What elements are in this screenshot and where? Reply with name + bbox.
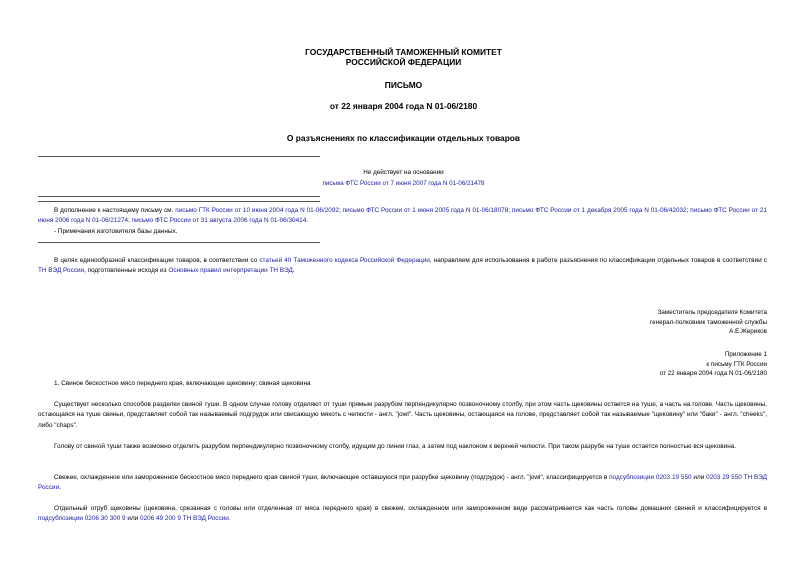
note-link[interactable]: письмо ФТС России от 31 августа 2006 года N 01-06/30414	[131, 217, 307, 225]
signature-position: Заместитель председателя Комитета	[657, 309, 767, 316]
org-name-line2: РОССИЙСКОЙ ФЕДЕРАЦИИ	[345, 57, 462, 67]
doc-title: О разъяснениях по классификации отдельных товаров	[286, 133, 521, 143]
paragraph-text: Отдельный отруб щековины (щековина, срезанная с головы или отделенная от мяса переднего края) в свежем, охлажденном или замороженном виде рассматривается как часть головы домашних свиней и классифицируется в	[54, 505, 767, 512]
intro-text: В целях единообразной классификации товаров, в соответствии со	[54, 257, 260, 264]
divider	[38, 242, 320, 243]
appendix-title: Приложение 1	[724, 351, 767, 358]
note-separator: ;	[686, 207, 691, 214]
item-heading: 1. Свиное бескостное мясо переднего края, включающее щековину; свиная щековина	[54, 380, 311, 387]
appendix-ref: к письму ГТК России	[706, 360, 767, 368]
doc-date-number: от 22 января 2004 года N 01-06/2180	[329, 101, 478, 111]
intro-link-customs-code[interactable]: статьей 40 Таможенного кодекса Российской Федерации	[259, 257, 430, 264]
note-link[interactable]: письмо ФТС России от 1 июня 2005 года N 01-06/18078	[342, 207, 509, 214]
subheading-link[interactable]: подсубпозиции 0206 30 300 9	[38, 515, 126, 523]
appendix-date: от 22 января 2004 года N 01-06/2180	[659, 370, 767, 378]
signature-block	[650, 308, 767, 337]
intro-text: , направляем для использования в работе разъяснения по классификации отдельных товаров в соответствии с	[429, 257, 767, 264]
paragraph-3	[38, 473, 767, 494]
note-prefix: В дополнение к настоящему письму см.	[54, 207, 174, 214]
signature-rank: генерал-полковник таможенной службы	[649, 318, 767, 326]
note-separator: ;	[128, 217, 132, 225]
note-link[interactable]: письмо ГТК России от 10 июня 2004 года N 01-06/2092	[175, 207, 339, 214]
appendix-block	[660, 350, 767, 379]
note-link[interactable]: письмо ФТС России от 21 июня 2006 года N 01-06/21274	[38, 207, 767, 225]
intro-paragraph	[38, 256, 767, 277]
paragraph-text: или	[691, 474, 707, 481]
paragraph-1: Существует несколько способов разделки свиной туши. В одном случае голову отделяют от туши прямым разрубом перпендикулярно позвоночному столбу, при этом часть щековины остается на туше, а часть на голове. Часть щековины, остающаяся на туше свиньи, представляет собой так называемый подгрудок или свисающую мякоть с челюсти - англ. "jowl". Часть щековины, остающаяся на голове, представляет собой так называемые "щековину" или "баки" - англ. "cheeks", либо "chaps".	[38, 401, 767, 429]
subheading-link[interactable]: подсубпозиции 0203 19 550	[609, 474, 692, 481]
paragraph-text: Свежее, охлажденное или замороженное бескостное мясо переднего края свиной туши, включающее оставшуюся при разрубке щековину (подгрудок) - англ. "jowl", классифицируется в	[54, 474, 610, 481]
status-text: Не действует на основании	[363, 169, 444, 176]
subheading-link[interactable]: 0203 29 550 ТН ВЭД России	[38, 474, 767, 492]
divider	[38, 201, 320, 202]
paragraph-text: или	[125, 515, 141, 523]
note-link[interactable]: письмо ФТС России от 1 декабря 2005 года N 01-06/42032	[511, 207, 687, 214]
divider	[38, 156, 320, 157]
intro-link-tnved[interactable]: ТН ВЭД России	[38, 267, 85, 275]
org-name-line1: ГОСУДАРСТВЕННЫЙ ТАМОЖЕННЫЙ КОМИТЕТ	[305, 47, 502, 57]
intro-text: .	[292, 267, 295, 275]
note-separator: ;	[508, 207, 512, 214]
note-separator: ;	[338, 207, 343, 214]
intro-link-rules[interactable]: Основных правил интерпретации ТН ВЭД	[168, 267, 293, 275]
editor-note	[38, 206, 767, 237]
note-remark: - Примечания изготовителя базы данных.	[54, 227, 178, 235]
status-link[interactable]: письма ФТС России от 7 июня 2007 года N 01-06/21478	[322, 180, 485, 187]
paragraph-text: .	[228, 515, 231, 523]
subheading-link[interactable]: 0206 49 200 9 ТН ВЭД России	[140, 515, 229, 523]
paragraph-2: Голову от свиной туши также возможно отделить разрубом перпендикулярно позвоночному столбу, идущим до линии глаз, а затем под наклоном к верхней челюсти. При таком разрубе на туше остается полностью вся щековина.	[54, 443, 737, 450]
note-end: .	[306, 217, 309, 225]
intro-text: , подготовленные исходя из	[84, 267, 169, 275]
doc-type: ПИСЬМО	[384, 80, 423, 90]
paragraph-text: .	[59, 484, 61, 492]
divider	[38, 196, 320, 197]
paragraph-4	[38, 504, 767, 525]
status-link-row	[0, 179, 807, 189]
signature-name: А.Е.Жериков	[729, 328, 767, 336]
